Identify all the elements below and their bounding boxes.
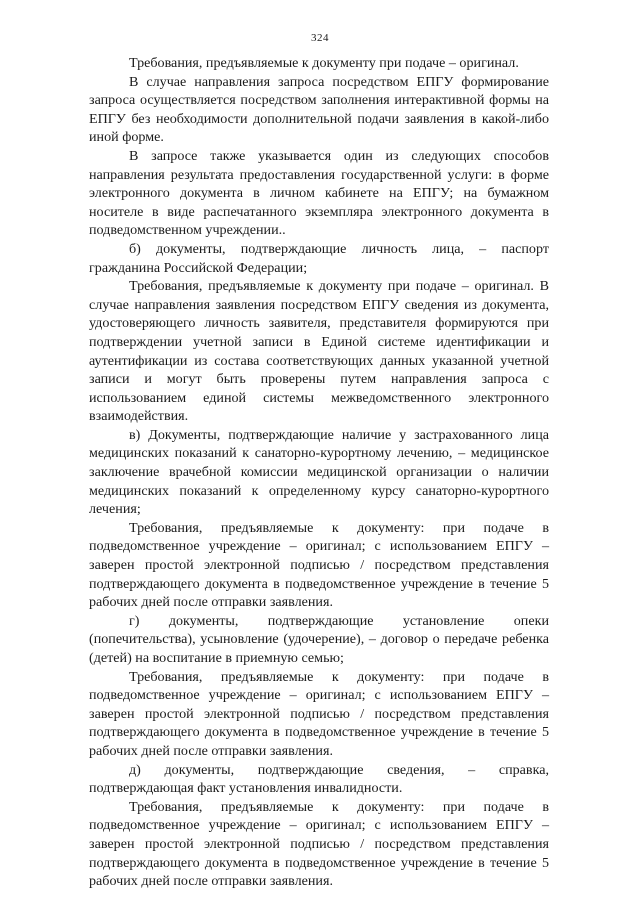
- paragraph-medical-requirements: Требования, предъявляемые к документу: при подаче в подведомственное учреждение – оригинал; с использованием ЕПГУ – заверен простой электронной подписью / посредством представления подтверждающего документа в подведомственное учреждение в течение 5 рабочих дней после отправки заявления.: [89, 519, 549, 611]
- paragraph-epgu-request: В случае направления запроса посредством ЕПГУ формирование запроса осуществляется посредством заполнения интерактивной формы на ЕПГУ без необходимости дополнительной подачи заявления в какой-либо иной форме.: [89, 73, 549, 146]
- paragraph-disability-documents: д) документы, подтверждающие сведения, – справка, подтверждающая факт установления инвалидности.: [89, 761, 549, 797]
- paragraph-result-delivery: В запросе также указывается один из следующих способов направления результата предоставления государственной услуги: в форме электронного документа в личном кабинете на ЕПГУ; на бумажном носителе в виде распечатанного экземпляра электронного документа в подведомственном учреждении..: [89, 147, 549, 239]
- document-body: [89, 54, 549, 891]
- paragraph-guardianship-documents: г) документы, подтверждающие установление опеки (попечительства), усыновление (удочерение), – договор о передаче ребенка (детей) на воспитание в приемную семью;: [89, 612, 549, 666]
- paragraph-medical-documents: в) Документы, подтверждающие наличие у застрахованного лица медицинских показаний к санаторно-курортному лечению, – медицинское заключение врачебной комиссии медицинской организации о наличии медицинских показаний к определенному курсу санаторно-курортного лечения;: [89, 426, 549, 518]
- page-number: 324: [311, 32, 329, 44]
- paragraph-identity-requirements: Требования, предъявляемые к документу при подаче – оригинал. В случае направления заявления посредством ЕПГУ сведения из документа, удостоверяющего личность заявителя, представителя формируются при подтверждении учетной записи в Единой системе идентификации и аутентификации из состава соответствующих данных указанной учетной записи и могут быть проверены путем направления запроса с использованием единой системы межведомственного электронного взаимодействия.: [89, 278, 549, 425]
- paragraph-guardianship-requirements: Требования, предъявляемые к документу: при подаче в подведомственное учреждение – оригинал; с использованием ЕПГУ – заверен простой электронной подписью / посредством представления подтверждающего документа в подведомственное учреждение в течение 5 рабочих дней после отправки заявления.: [89, 668, 549, 759]
- paragraph-identity-documents: б) документы, подтверждающие личность лица, – паспорт гражданина Российской Федерации;: [89, 240, 549, 276]
- paragraph-disability-requirements: Требования, предъявляемые к документу: при подаче в подведомственное учреждение – оригинал; с использованием ЕПГУ – заверен простой электронной подписью / посредством представления подтверждающего документа в подведомственное учреждение в течение 5 рабочих дней после отправки заявления.: [89, 798, 549, 890]
- paragraph-requirements-original: Требования, предъявляемые к документу при подаче – оригинал.: [129, 55, 519, 71]
